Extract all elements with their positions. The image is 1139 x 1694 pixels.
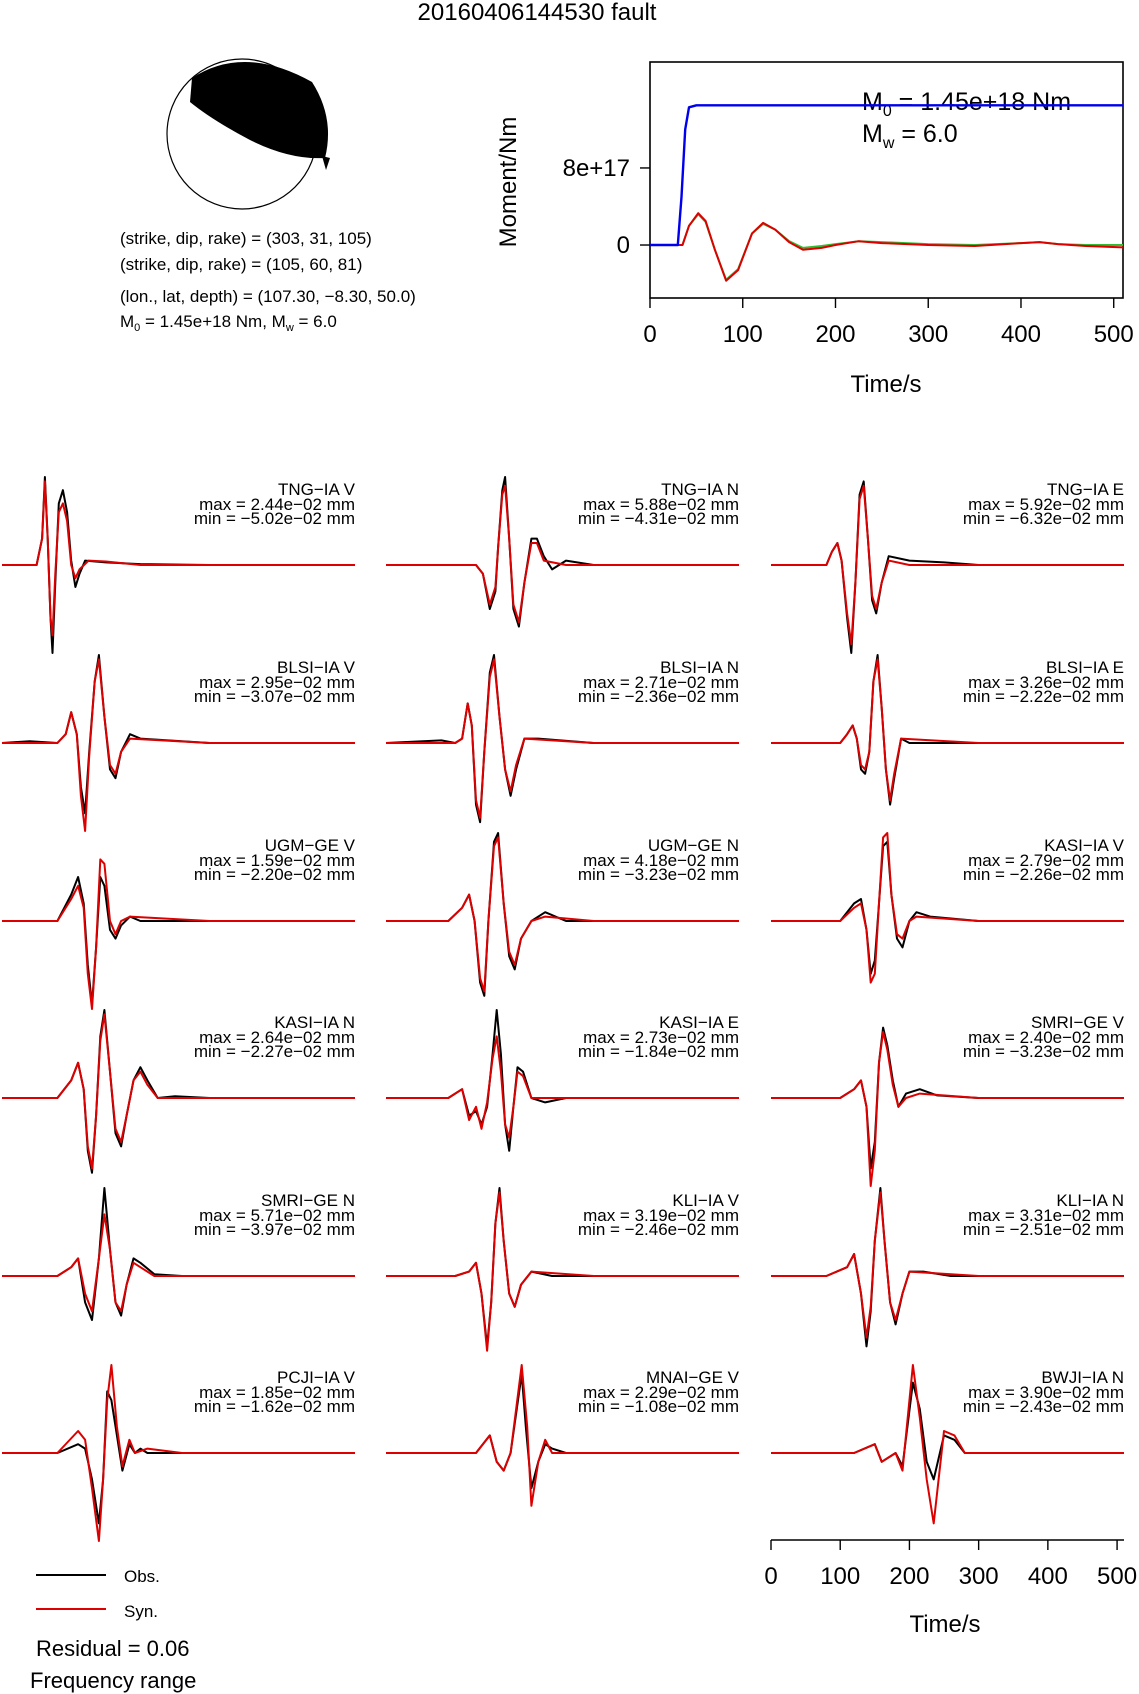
waveform-station-label: UGM−GE N <box>647 836 739 855</box>
waveform-station-label: PCJI−IA V <box>277 1368 355 1387</box>
moment-plot-ylabel: Moment/Nm <box>495 116 522 248</box>
waveform-panel-10 <box>386 1010 739 1151</box>
moment-ytick-label-1: 8e+17 <box>562 154 630 182</box>
waveform-min-label: min = −2.22e−02 mm <box>962 687 1124 706</box>
waveform-panel-7 <box>386 833 739 996</box>
waveform-max-label: max = 3.31e−02 mm <box>968 1206 1124 1225</box>
waveform-min-label: min = −3.07e−02 mm <box>193 687 355 706</box>
waveform-max-label: max = 5.71e−02 mm <box>199 1206 355 1225</box>
waveform-station-label: SMRI−GE N <box>261 1191 355 1210</box>
moment-xtick-label-3: 300 <box>908 321 949 348</box>
waveform-panel-3 <box>2 655 356 831</box>
nodal-plane-1: (strike, dip, rake) = (303, 31, 105) <box>120 229 372 248</box>
moment-series-2 <box>650 214 1123 280</box>
moment-xtick-label-4: 400 <box>1000 321 1042 348</box>
moment-xtick-label-0: 0 <box>643 321 657 348</box>
waveform-max-label: max = 3.90e−02 mm <box>968 1383 1124 1402</box>
legend-obs-label: Obs. <box>124 1567 160 1586</box>
waveform-min-label: min = −2.20e−02 mm <box>193 865 355 884</box>
waveform-station-label: TNG−IA N <box>661 480 739 499</box>
waveform-panel-8 <box>771 833 1125 983</box>
moment-xtick-label-1: 100 <box>722 321 763 348</box>
waveform-station-label: BLSI−IA N <box>660 658 739 677</box>
waveform-station-label: KASI−IA V <box>1044 836 1124 855</box>
waveform-station-label: UGM−GE V <box>264 836 355 855</box>
waveform-max-label: max = 3.19e−02 mm <box>583 1206 739 1225</box>
waveform-max-label: max = 1.85e−02 mm <box>199 1383 355 1402</box>
moment-plot-xlabel: Time/s <box>850 371 922 398</box>
waveform-max-label: max = 5.92e−02 mm <box>968 495 1124 514</box>
nodal-plane-2: (strike, dip, rake) = (105, 60, 81) <box>120 255 363 274</box>
mw-annotation: $M_w = 6.0$ <box>862 120 958 152</box>
waveform-station-label: TNG−IA V <box>278 480 355 499</box>
waveform-max-label: max = 1.59e−02 mm <box>199 851 355 870</box>
waveform-max-label: max = 2.71e−02 mm <box>583 673 739 692</box>
waveform-max-label: max = 3.26e−02 mm <box>968 673 1124 692</box>
waveform-min-label: min = −2.26e−02 mm <box>962 865 1124 884</box>
waveform-xtick-label-5: 500 <box>1097 1563 1138 1590</box>
waveform-panel-11 <box>771 1013 1125 1186</box>
waveform-xtick-label-1: 100 <box>820 1563 861 1590</box>
figure-title: 20160406144530 fault <box>417 0 657 26</box>
waveform-min-label: min = −2.27e−02 mm <box>193 1042 355 1061</box>
waveform-min-label: min = −2.51e−02 mm <box>962 1220 1124 1239</box>
waveform-min-label: min = −3.97e−02 mm <box>193 1220 355 1239</box>
waveform-panel-13 <box>386 1188 740 1351</box>
waveform-xtick-label-2: 200 <box>889 1563 930 1590</box>
waveform-min-label: min = −1.08e−02 mm <box>577 1397 739 1416</box>
waveform-panel-16 <box>386 1365 740 1506</box>
waveform-panel-15 <box>2 1365 356 1541</box>
waveform-max-label: max = 2.44e−02 mm <box>199 495 355 514</box>
waveform-station-label: BLSI−IA V <box>277 658 355 677</box>
waveform-min-label: min = −1.62e−02 mm <box>193 1397 355 1416</box>
waveform-station-label: BWJI−IA N <box>1041 1368 1124 1387</box>
moment-xtick-label-5: 500 <box>1093 321 1134 348</box>
waveform-xtick-label-4: 400 <box>1027 1563 1068 1590</box>
waveform-time-axis <box>764 1540 1137 1638</box>
waveform-max-label: max = 2.73e−02 mm <box>583 1028 739 1047</box>
waveform-min-label: min = −3.23e−02 mm <box>577 865 739 884</box>
beachball-small-quadrant <box>322 156 330 170</box>
moment-summary: $M_0 = 1.45e+18$ Nm, $M_w = 6.0$ <box>120 312 337 334</box>
moment-rate-plot <box>495 62 1134 398</box>
waveform-min-label: min = −5.02e−02 mm <box>193 509 355 528</box>
waveform-panel-12 <box>2 1188 355 1320</box>
waveform-max-label: max = 2.64e−02 mm <box>199 1028 355 1047</box>
waveform-panel-2 <box>771 480 1124 653</box>
waveform-xlabel: Time/s <box>909 1611 981 1638</box>
legend-syn-label: Syn. <box>124 1602 159 1621</box>
waveform-min-label: min = −1.84e−02 mm <box>577 1042 739 1061</box>
waveform-panel-1 <box>386 477 739 627</box>
beachball <box>167 59 330 209</box>
waveform-max-label: max = 2.95e−02 mm <box>199 673 355 692</box>
waveform-max-label: max = 4.18e−02 mm <box>583 851 739 870</box>
waveform-min-label: min = −4.31e−02 mm <box>577 509 739 528</box>
moment-ytick-label-0: 0 <box>616 232 630 260</box>
waveform-station-label: SMRI−GE V <box>1030 1013 1124 1032</box>
source-info <box>120 229 416 334</box>
waveform-panel-17 <box>771 1365 1124 1523</box>
waveform-station-label: KLI−IA N <box>1056 1191 1124 1210</box>
legend <box>30 1567 196 1693</box>
waveform-max-label: max = 2.79e−02 mm <box>968 851 1124 870</box>
waveform-station-label: KASI−IA N <box>274 1013 355 1032</box>
waveform-max-label: max = 2.40e−02 mm <box>968 1028 1124 1047</box>
waveform-panel-9 <box>2 1010 355 1173</box>
waveform-max-label: max = 5.88e−02 mm <box>583 495 739 514</box>
waveform-station-label: MNAI−GE V <box>645 1368 739 1387</box>
waveform-station-label: TNG−IA E <box>1047 480 1124 499</box>
waveform-grid <box>2 477 1125 1541</box>
moment-xtick-label-2: 200 <box>815 321 856 348</box>
waveform-station-label: BLSI−IA E <box>1046 658 1124 677</box>
waveform-panel-4 <box>386 655 739 822</box>
waveform-station-label: KLI−IA V <box>672 1191 739 1210</box>
moment-series-1 <box>650 213 1123 281</box>
m0-annotation: $M_0 = 1.45e+18$ Nm <box>862 88 1072 120</box>
moment-series-0 <box>650 105 1123 245</box>
waveform-min-label: min = −2.43e−02 mm <box>962 1397 1124 1416</box>
waveform-panel-5 <box>771 655 1124 805</box>
waveform-min-label: min = −2.36e−02 mm <box>577 687 739 706</box>
waveform-panel-6 <box>2 836 356 1009</box>
waveform-min-label: min = −2.46e−02 mm <box>577 1220 739 1239</box>
waveform-xtick-label-3: 300 <box>958 1563 999 1590</box>
waveform-panel-14 <box>771 1188 1124 1346</box>
waveform-min-label: min = −3.23e−02 mm <box>962 1042 1124 1061</box>
waveform-max-label: max = 2.29e−02 mm <box>583 1383 739 1402</box>
hypocenter: (lon., lat, depth) = (107.30, −8.30, 50.0) <box>120 287 416 306</box>
waveform-observed-line <box>2 877 355 1005</box>
waveform-min-label: min = −6.32e−02 mm <box>962 509 1124 528</box>
waveform-panel-0 <box>2 477 356 653</box>
waveform-station-label: KASI−IA E <box>659 1013 739 1032</box>
residual-text: Residual = 0.06 <box>36 1636 190 1661</box>
frequency-range-text: Frequency range <box>30 1668 197 1693</box>
waveform-xtick-label-0: 0 <box>764 1563 778 1590</box>
